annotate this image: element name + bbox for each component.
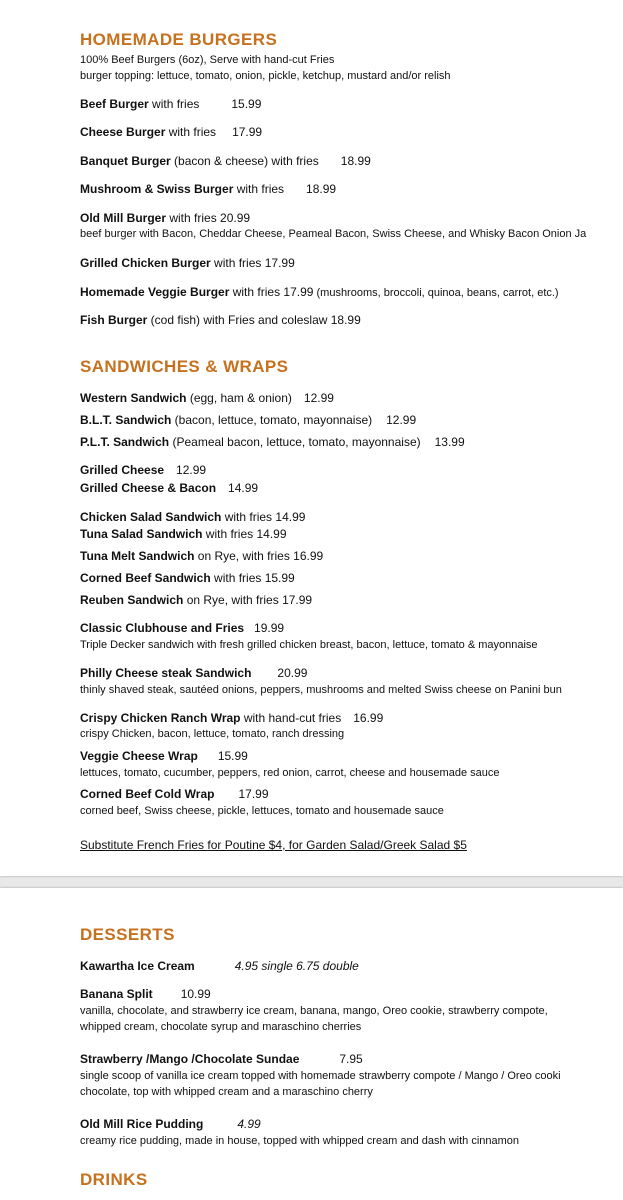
burgers-toppings: burger topping: lettuce, tomato, onion, pickle, ketchup, mustard and/or relish (80, 70, 451, 82)
menu-item-description: thinly shaved steak, sautéed onions, peppers, mushrooms and melted Swiss cheese on Panini bun (80, 684, 562, 696)
menu-item-description: chocolate, top with whipped cream and a maraschino cherry (80, 1086, 373, 1098)
menu-item: Strawberry /Mango /Chocolate Sundae 7.95 (80, 1052, 363, 1066)
menu-item: Old Mill Burger with fries 20.99 (80, 211, 251, 225)
menu-item: Classic Clubhouse and Fries 19.99 (80, 621, 285, 635)
menu-item: B.L.T. Sandwich (bacon, lettuce, tomato, mayonnaise) 12.99 (80, 413, 417, 427)
menu-item: Corned Beef Sandwich with fries 15.99 (80, 571, 295, 585)
section-heading-burgers: HOMEMADE BURGERS (80, 30, 278, 49)
menu-item-description: lettuces, tomato, cucumber, peppers, red onion, carrot, cheese and housemade sauce (80, 767, 500, 779)
substitute-note: Substitute French Fries for Poutine $4, for Garden Salad/Greek Salad $5 (80, 838, 467, 852)
menu-item: Veggie Cheese Wrap 15.99 (80, 749, 248, 763)
menu-item: Grilled Cheese & Bacon 14.99 (80, 481, 259, 495)
section-heading-sandwiches: SANDWICHES & WRAPS (80, 357, 289, 376)
menu-item-description: crispy Chicken, bacon, lettuce, tomato, ranch dressing (80, 728, 345, 740)
menu-item-description: beef burger with Bacon, Cheddar Cheese, Peameal Bacon, Swiss Cheese, and Whisky Bacon Onion Ja (80, 228, 587, 240)
menu-item: P.L.T. Sandwich (Peameal bacon, lettuce, tomato, mayonnaise) 13.99 (80, 435, 465, 449)
menu-item: Beef Burger with fries 15.99 (80, 97, 262, 111)
menu-item: Homemade Veggie Burger with fries 17.99 (mushrooms, broccoli, quinoa, beans, carrot, etc.) (80, 285, 559, 299)
menu-item: Mushroom & Swiss Burger with fries 18.99 (80, 182, 337, 196)
menu-item: Banana Split 10.99 (80, 987, 211, 1001)
menu-item: Corned Beef Cold Wrap 17.99 (80, 787, 269, 801)
burgers-intro: 100% Beef Burgers (6oz), Serve with hand-cut Fries (80, 54, 335, 66)
menu-item-description: creamy rice pudding, made in house, topped with whipped cream and dash with cinnamon (80, 1135, 520, 1147)
menu-item-description: vanilla, chocolate, and strawberry ice cream, banana, mango, Oreo cookie, strawberry compote, (80, 1005, 548, 1017)
menu-item: Tuna Melt Sandwich on Rye, with fries 16.99 (80, 549, 324, 563)
menu-item: Chicken Salad Sandwich with fries 14.99 (80, 510, 306, 524)
menu-item: Reuben Sandwich on Rye, with fries 17.99 (80, 593, 313, 607)
menu-item: Western Sandwich (egg, ham & onion) 12.99 (80, 391, 334, 405)
menu-item: Old Mill Rice Pudding 4.99 (80, 1117, 261, 1131)
menu-item-description: Triple Decker sandwich with fresh grilled chicken breast, bacon, lettuce, tomato & mayonnaise (80, 639, 538, 651)
menu-item-description: whipped cream, chocolate syrup and maraschino cherries (80, 1021, 362, 1033)
menu-item: Crispy Chicken Ranch Wrap with hand-cut fries 16.99 (80, 711, 384, 725)
section-heading-desserts: DESSERTS (80, 925, 175, 944)
menu-item: Grilled Cheese 12.99 (80, 463, 207, 477)
menu-item: Tuna Salad Sandwich with fries 14.99 (80, 527, 287, 541)
menu-item: Cheese Burger with fries 17.99 (80, 125, 263, 139)
menu-item: Kawartha Ice Cream 4.95 single 6.75 double (80, 959, 359, 973)
section-heading-drinks: DRINKS (80, 1170, 148, 1189)
menu-page-2 (0, 888, 623, 1200)
menu-item: Banquet Burger (bacon & cheese) with fries 18.99 (80, 154, 371, 168)
menu-item: Fish Burger (cod fish) with Fries and coleslaw 18.99 (80, 313, 361, 327)
menu-item-description: corned beef, Swiss cheese, pickle, lettuces, tomato and housemade sauce (80, 805, 444, 817)
menu-item-description: single scoop of vanilla ice cream topped with homemade strawberry compote / Mango / Oreo cooki (80, 1070, 561, 1082)
menu-item: Philly Cheese steak Sandwich 20.99 (80, 666, 308, 680)
menu-item: Grilled Chicken Burger with fries 17.99 (80, 256, 295, 270)
